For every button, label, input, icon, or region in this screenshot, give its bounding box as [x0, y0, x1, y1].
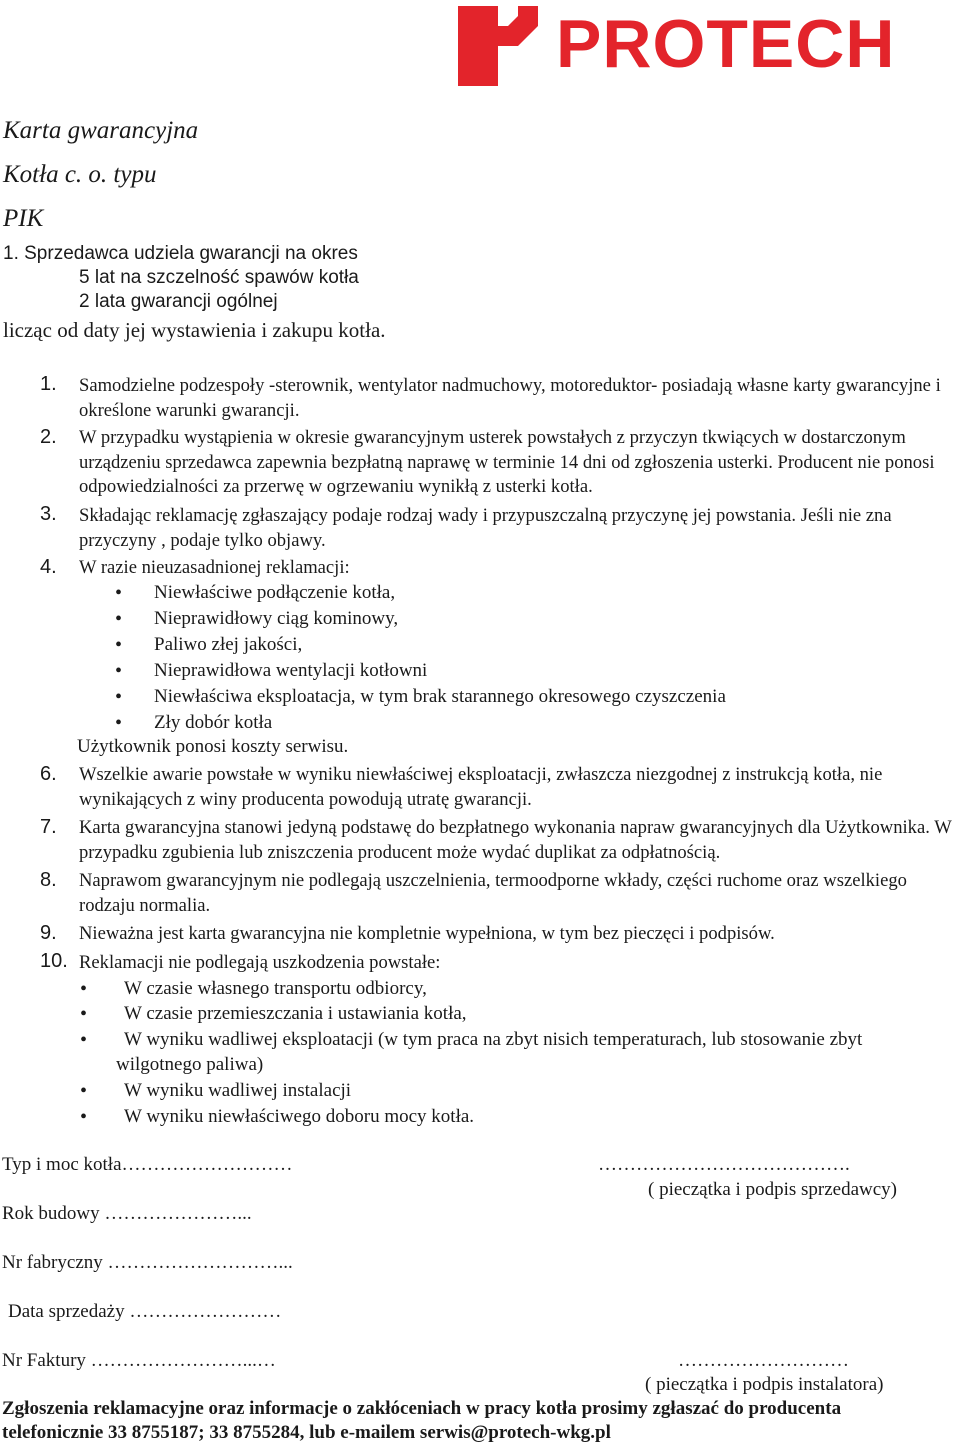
item-text: Karta gwarancyjna stanowi jedyną podstawę do bezpłatnego wykonania napraw gwarancyjnych dla Użytkownika. W przypadku zgubienia lub zniszczenia producent może wydać duplikat za odpłatnością. [79, 817, 952, 863]
item-number: 7. [40, 816, 57, 838]
field-nr-faktury[interactable]: Nr Faktury ……………………...… [2, 1350, 276, 1371]
protech-logo-text: PROTECH [556, 6, 896, 82]
bullet-icon: • [80, 978, 88, 1000]
protech-logo [458, 6, 928, 86]
item-number: 9. [40, 922, 57, 944]
item-number: 2. [40, 426, 57, 448]
item-number: 10. [40, 950, 68, 972]
list-item: W wyniku wadliwej eksploatacji (w tym praca na zbyt nisich temperaturach, lub stosowanie zbyt [124, 1029, 863, 1050]
list-item: W wyniku niewłaściwego doboru mocy kotła. [124, 1106, 475, 1127]
list-item: W czasie własnego transportu odbiorcy, [124, 978, 427, 999]
item-text: Składając reklamację zgłaszający podaje rodzaj wady i przypuszczalną przyczynę jej powstania. Jeśli nie zna przyczyny , podaje tylko objawy. [79, 505, 892, 551]
bullet-icon: • [80, 1106, 88, 1128]
title-kotla: Kotła c. o. typu [3, 161, 157, 188]
field-rok-budowy[interactable]: Rok budowy …………………... [2, 1203, 252, 1224]
list-item-continuation: wilgotnego paliwa) [116, 1054, 264, 1075]
item-text: Samodzielne podzespoły -sterownik, wentylator nadmuchowy, motoreduktor- posiadają własne karty gwarancyjne i określone warunki gwarancji. [79, 375, 941, 421]
intro-line-1: 1. Sprzedawca udziela gwarancji na okres [3, 243, 358, 264]
item-number: 3. [40, 503, 57, 525]
intro-line-2: 5 lat na szczelność spawów kotła [79, 267, 359, 288]
item-text: Naprawom gwarancyjnym nie podlegają uszczelnienia, termoodporne wkłady, części ruchome oraz wszelkiego rodzaju normalia. [79, 870, 907, 916]
seller-signature-line[interactable]: …………………………………. [598, 1154, 850, 1175]
protech-logo-mark-icon [458, 6, 538, 86]
field-typ-moc[interactable]: Typ i moc kotła……………………… [2, 1154, 293, 1175]
item-text: W przypadku wystąpienia w okresie gwarancyjnym usterek powstałych z przyczyn tkwiących w dostarczonym urządzeniu sprzedawca zapewnia bezpłatną naprawę w terminie 14 dni od zgłoszenia usterki. Producent nie ponosi odpowiedzialności za przerwę w ogrzewaniu wynikłą z usterki kotła. [79, 427, 935, 497]
intro-line-3: 2 lata gwarancji ogólnej [79, 291, 278, 312]
list-item: Paliwo złej jakości, [154, 634, 303, 655]
bullet-icon: • [80, 1029, 88, 1051]
bullet-icon: • [115, 712, 123, 734]
installer-signature-line[interactable]: ……………………… [678, 1350, 849, 1371]
title-pik: PIK [3, 205, 44, 232]
intro-line-4: licząc od daty jej wystawienia i zakupu kotła. [3, 318, 386, 342]
list-item: Zły dobór kotła [154, 712, 273, 733]
bullet-icon: • [115, 582, 123, 604]
list-item: Nieprawidłowy ciąg kominowy, [154, 608, 399, 629]
bullet-icon: • [115, 686, 123, 708]
list-item: Nieprawidłowa wentylacji kotłowni [154, 660, 428, 681]
bullet-icon: • [115, 608, 123, 630]
title-karta: Karta gwarancyjna [3, 117, 199, 144]
list-item: W wyniku wadliwej instalacji [124, 1080, 352, 1101]
bullet-icon: • [115, 634, 123, 656]
item-number: 4. [40, 556, 57, 578]
footer-line-2: telefonicznie 33 8755187; 33 8755284, lub e-mailem serwis@protech-wkg.pl [2, 1422, 611, 1443]
item-number: 8. [40, 869, 57, 891]
item-number: 6. [40, 763, 57, 785]
bullet-icon: • [80, 1080, 88, 1102]
list-item: W czasie przemieszczania i ustawiania kotła, [124, 1003, 467, 1024]
footer-line-1: Zgłoszenia reklamacyjne oraz informacje o zakłóceniach w pracy kotła prosimy zgłaszać do producenta [2, 1398, 842, 1419]
item-number: 1. [40, 373, 57, 395]
field-data-sprzedazy[interactable]: Data sprzedaży …………………… [8, 1301, 282, 1322]
bullet-icon: • [115, 660, 123, 682]
item-text: Wszelkie awarie powstałe w wyniku niewłaściwej eksploatacji, zwłaszcza niezgodnej z instrukcją kotła, nie wynikających z winy producenta powodują utratę gwarancji. [79, 764, 883, 810]
item-text: W razie nieuzasadnionej reklamacji: [79, 557, 350, 578]
field-nr-fabryczny[interactable]: Nr fabryczny ………………………... [2, 1252, 293, 1273]
seller-signature-label: ( pieczątka i podpis sprzedawcy) [648, 1179, 898, 1200]
bullet-icon: • [80, 1003, 88, 1025]
list-item: Niewłaściwe podłączenie kotła, [154, 582, 396, 603]
installer-signature-label: ( pieczątka i podpis instalatora) [645, 1374, 884, 1395]
item-text: Reklamacji nie podlegają uszkodzenia powstałe: [79, 952, 441, 973]
list-item: Niewłaściwa eksploatacja, w tym brak starannego okresowego czyszczenia [154, 686, 726, 707]
list4-footer: Użytkownik ponosi koszty serwisu. [77, 736, 349, 757]
item-text: Nieważna jest karta gwarancyjna nie kompletnie wypełniona, w tym bez pieczęci i podpisów. [79, 923, 775, 944]
